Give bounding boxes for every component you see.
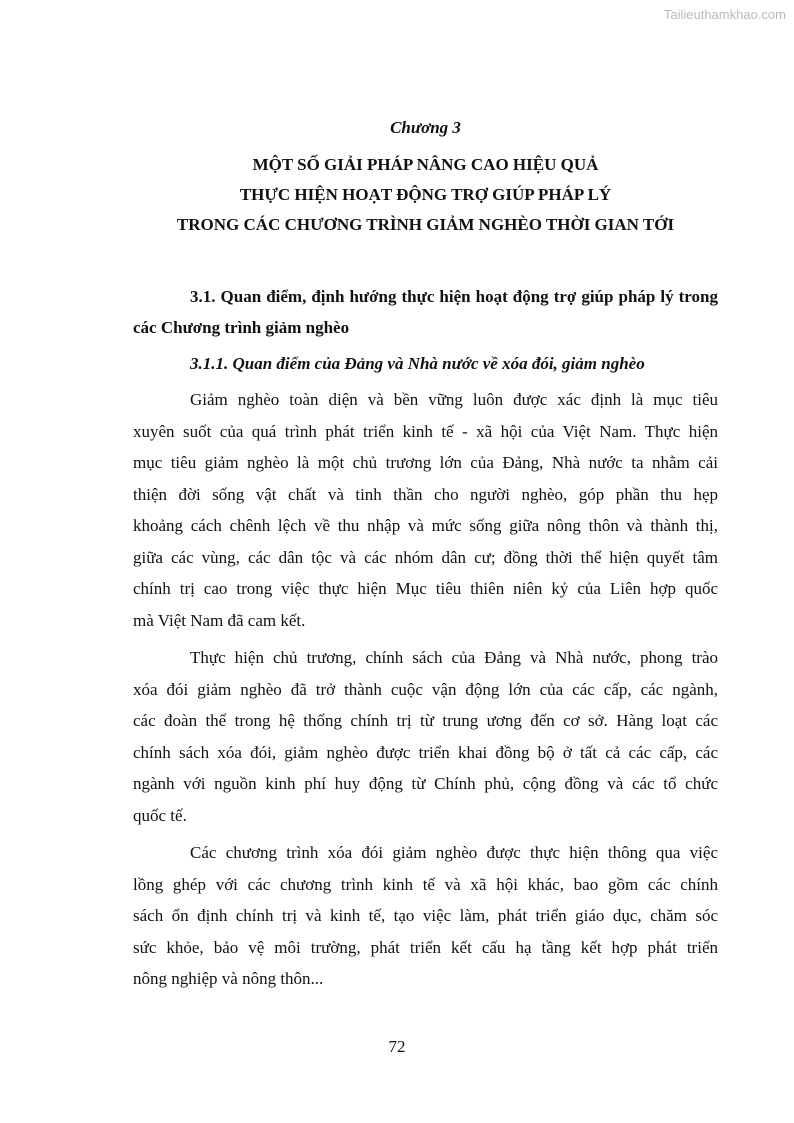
paragraph-line: mục tiêu giảm nghèo là một chủ trương lớn của Đảng, Nhà nước ta nhằm cải <box>133 453 718 472</box>
paragraph-line: thiện đời sống vật chất và tinh thần cho người nghèo, góp phần thu hẹp <box>133 484 718 504</box>
section-heading: 3.1. Quan điểm, định hướng thực hiện hoạt động trợ giúp pháp lý trong các Chương trình giảm nghèo <box>133 287 718 337</box>
paragraph-line: mà Việt Nam đã cam kết. <box>133 610 306 630</box>
chapter-title <box>133 150 718 240</box>
body-paragraph <box>133 384 718 636</box>
body-paragraph <box>133 837 718 995</box>
paragraph-line: sách ổn định chính trị và kinh tế, tạo việc làm, phát triển giáo dục, chăm sóc <box>133 906 718 925</box>
body-text <box>133 384 718 995</box>
paragraph-line: xóa đói giảm nghèo đã trở thành cuộc vận động lớn của các cấp, các ngành, <box>133 679 718 699</box>
paragraph-line: Giảm nghèo toàn diện và bền vững luôn được xác định là mục tiêu <box>190 390 718 409</box>
chapter-title-line: MỘT SỐ GIẢI PHÁP NÂNG CAO HIỆU QUẢ <box>252 155 599 174</box>
paragraph-line: nông nghiệp và nông thôn... <box>133 969 324 988</box>
paragraph-line: lồng ghép với các chương trình kinh tế và xã hội khác, bao gồm các chính <box>133 874 718 894</box>
paragraph-line: xuyên suốt của quá trình phát triển kinh tế - xã hội của Việt Nam. Thực hiện <box>133 421 718 441</box>
page-content <box>133 116 718 1001</box>
chapter-label: Chương 3 <box>390 118 461 137</box>
paragraph-line: sức khỏe, bảo vệ môi trường, phát triển kết cấu hạ tầng kết hợp phát triển <box>133 937 718 957</box>
paragraph-line: chính trị cao trong việc thực hiện Mục tiêu thiên niên kỷ của Liên hợp quốc <box>133 579 718 598</box>
paragraph-line: chính sách xóa đói, giảm nghèo được triển khai đồng bộ ở tất cả các cấp, các <box>133 742 718 762</box>
body-paragraph <box>133 642 718 831</box>
subsection-heading: 3.1.1. Quan điểm của Đảng và Nhà nước về xóa đói, giảm nghèo <box>190 354 645 373</box>
paragraph-line: quốc tế. <box>133 805 187 825</box>
page-number: 72 <box>388 1037 406 1056</box>
paragraph-line: khoảng cách chênh lệch về thu nhập và mức sống giữa nông thôn và thành thị, <box>133 516 718 535</box>
chapter-title-line: TRONG CÁC CHƯƠNG TRÌNH GIẢM NGHÈO THỜI GIAN TỚI <box>176 215 675 234</box>
paragraph-line: ngành với nguồn kinh phí huy động từ Chính phủ, cộng đồng và các tổ chức <box>133 774 718 793</box>
paragraph-line: Thực hiện chủ trương, chính sách của Đảng và Nhà nước, phong trào <box>190 648 718 667</box>
paragraph-line: giữa các vùng, các dân tộc và các nhóm dân cư; đồng thời thể hiện quyết tâm <box>133 547 718 567</box>
paragraph-line: các đoàn thể trong hệ thống chính trị từ trung ương đến cơ sở. Hàng loạt các <box>133 711 718 730</box>
paragraph-line: Các chương trình xóa đói giảm nghèo được thực hiện thông qua việc <box>190 843 718 862</box>
chapter-title-line: THỰC HIỆN HOẠT ĐỘNG TRỢ GIÚP PHÁP LÝ <box>239 185 612 204</box>
watermark: Tailieuthamkhao.com <box>663 7 786 22</box>
